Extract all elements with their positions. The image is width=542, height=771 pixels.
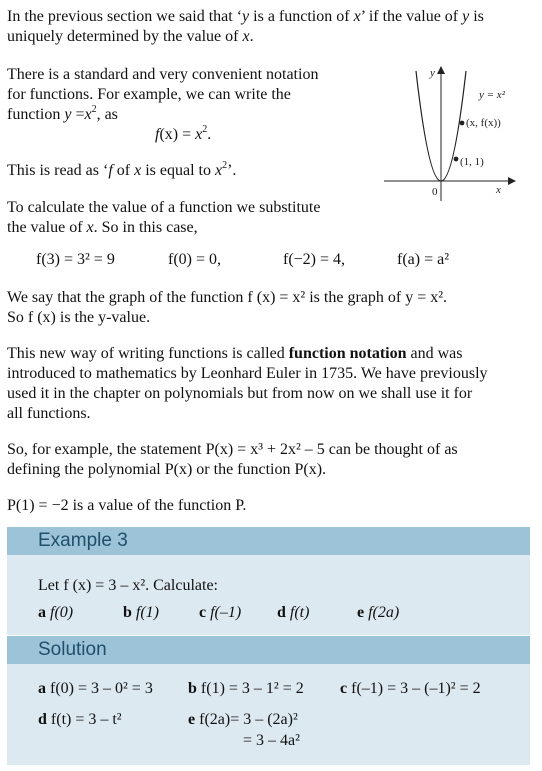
graph-statement-line-2: So f (x) is the y-value. bbox=[7, 309, 151, 326]
y-axis-label: y bbox=[430, 67, 435, 79]
polynomial-line-1: So, for example, the statement P(x) = x³ + 2x² – 5 can be thought of as bbox=[7, 441, 458, 458]
equation-f-x: $f(x) = x^2$. bbox=[155, 124, 212, 143]
point-general bbox=[460, 121, 465, 126]
read-as-line: This is read as ‘f of x is equal to $x^2$’. bbox=[7, 160, 237, 179]
x-axis-arrow bbox=[508, 177, 516, 185]
parabola-graph bbox=[380, 65, 528, 205]
euler-line-1: This new way of writing functions is called function notation and was bbox=[7, 345, 463, 362]
value-fminus2: f(−2) = 4, bbox=[283, 251, 346, 268]
curve-label: y = x² bbox=[479, 89, 505, 101]
point-label: (x, f(x)) bbox=[466, 117, 501, 129]
example-part-d: d f(t) bbox=[277, 604, 310, 621]
intro-line-2: uniquely determined by the value of x. bbox=[7, 28, 254, 45]
example-part-c: c f(–1) bbox=[199, 604, 242, 621]
value-f0: f(0) = 0, bbox=[168, 251, 222, 268]
value-f3: f(3) = 3² = 9 bbox=[36, 251, 115, 268]
polynomial-line-2: defining the polynomial P(x) or the function P(x). bbox=[7, 461, 327, 478]
solution-a: a f(0) = 3 – 0² = 3 bbox=[38, 680, 153, 697]
solution-e-line-1: e f(2a)= 3 – (2a)² bbox=[188, 711, 298, 728]
example-part-e: e f(2a) bbox=[357, 604, 400, 621]
x-axis-label: x bbox=[496, 184, 501, 196]
euler-line-4: all functions. bbox=[7, 405, 91, 422]
point2-label: (1, 1) bbox=[460, 156, 484, 168]
notation-line-3: function $y =x^2$, as bbox=[7, 104, 118, 123]
solution-c: c f(–1) = 3 – (–1)² = 2 bbox=[340, 680, 481, 697]
substitute-line-1: To calculate the value of a function we substitute bbox=[7, 199, 321, 216]
solution-title: Solution bbox=[38, 639, 107, 660]
notation-line-2: for functions. For example, we can write the bbox=[7, 86, 291, 103]
origin-label: 0 bbox=[432, 186, 438, 198]
notation-line-1: There is a standard and very convenient notation bbox=[7, 66, 319, 83]
example-part-a: a f(0) bbox=[38, 604, 74, 621]
point-one-one bbox=[454, 157, 459, 162]
substitute-line-2: the value of x. So in this case, bbox=[7, 219, 198, 236]
example-part-b: b f(1) bbox=[123, 604, 160, 621]
euler-line-2: introduced to mathematics by Leonhard Euler in 1735. We have previously bbox=[7, 365, 488, 382]
solution-header bbox=[7, 636, 530, 664]
y-axis-arrow bbox=[437, 66, 445, 74]
intro-line-1: In the previous section we said that ‘y is a function of x’ if the value of y is bbox=[7, 8, 484, 25]
solution-b: b f(1) = 3 – 1² = 2 bbox=[188, 680, 304, 697]
euler-line-3: used it in the chapter on polynomials but from now on we shall use it for bbox=[7, 385, 473, 402]
p1-value-line: P(1) = −2 is a value of the function P. bbox=[7, 497, 247, 514]
graph-statement-line-1: We say that the graph of the function f (x) = x² is the graph of y = x². bbox=[7, 289, 448, 306]
value-fa: f(a) = a² bbox=[397, 251, 450, 268]
example-header bbox=[7, 527, 530, 555]
solution-d: d f(t) = 3 – t² bbox=[38, 711, 122, 728]
example-title: Example 3 bbox=[38, 530, 128, 551]
example-prompt: Let f (x) = 3 – x². Calculate: bbox=[38, 577, 218, 594]
solution-e-line-2: = 3 – 4a² bbox=[243, 732, 300, 749]
